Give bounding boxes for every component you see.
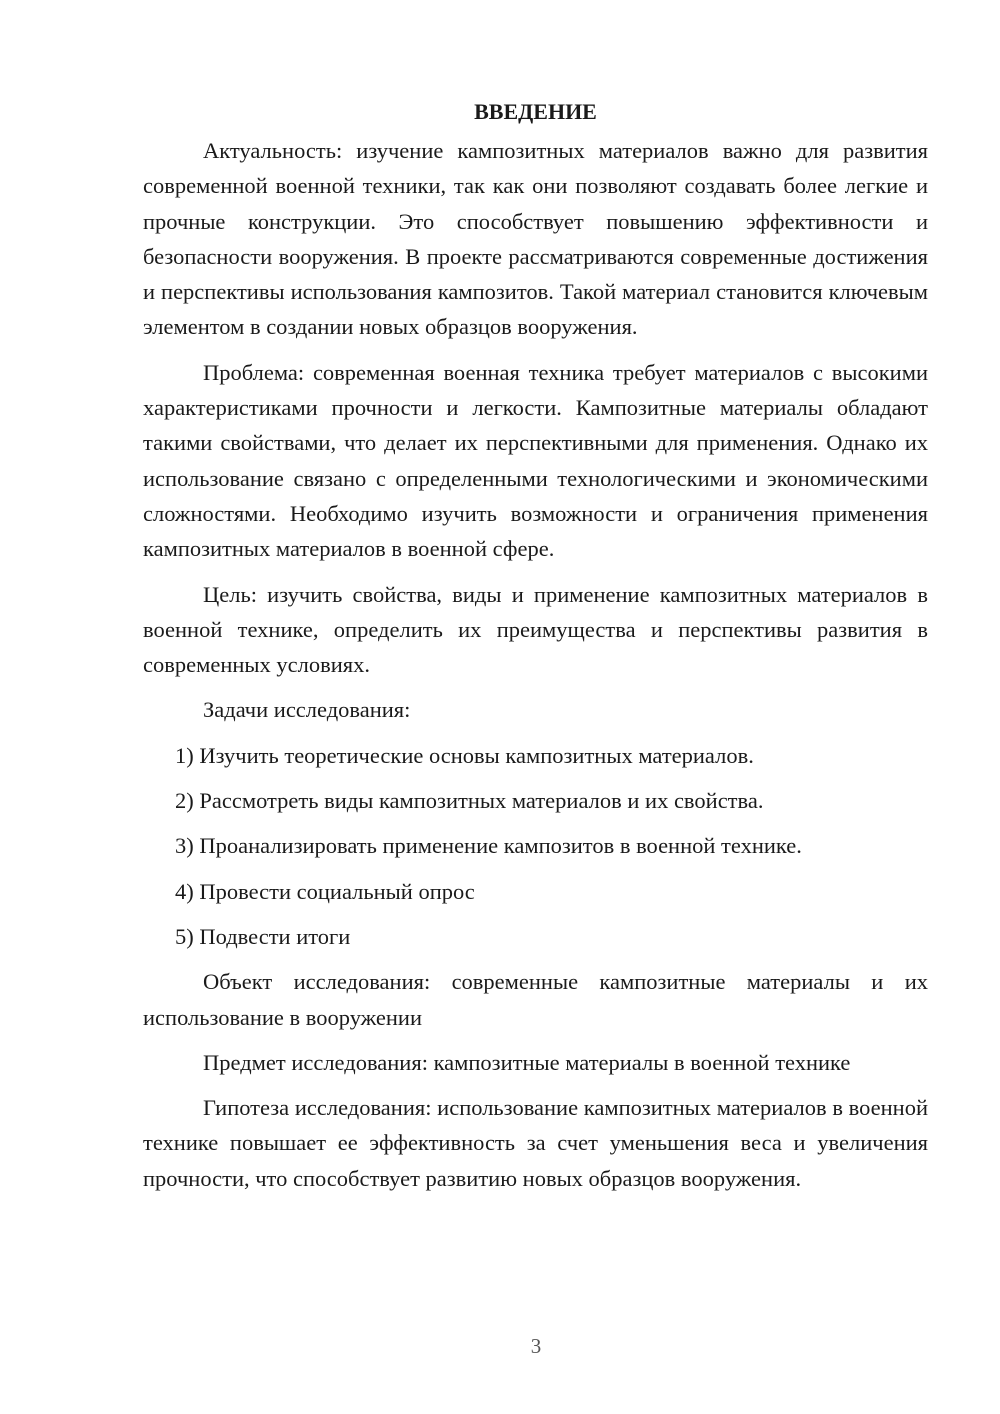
hypothesis-paragraph: Гипотеза исследования: использование кампозитных материалов в военной технике повышает ее эффективность за счет уменьшения веса и увеличения прочности, что способствует развитию новых образцов вооружения.	[143, 1095, 928, 1191]
tasks-list	[143, 738, 928, 954]
list-item: 2) Рассмотреть виды кампозитных материалов и их свойства.	[175, 788, 764, 814]
subject-paragraph: Предмет исследования: кампозитные материалы в военной технике	[203, 1049, 851, 1075]
goal-paragraph: Цель: изучить свойства, виды и применение кампозитных материалов в военной технике, определить их преимущества и перспективы развития в современных условиях.	[143, 581, 928, 678]
relevance-paragraph: Актуальность: изучение кампозитных материалов важно для развития современной военной техники, так как они позволяют создавать более легкие и прочные конструкции. Это способствует повышению эффективности и безопасности вооружения. В проекте рассматриваются современные достижения и перспективы использования кампозитов. Такой материал становится ключевым элементом в создании новых образцов вооружения.	[143, 138, 928, 340]
page-content	[143, 94, 928, 1206]
page-number: 3	[530, 1334, 542, 1358]
list-item: 1) Изучить теоретические основы кампозитных материалов.	[175, 742, 754, 768]
tasks-heading: Задачи исследования:	[203, 697, 411, 723]
list-item: 4) Провести социальный опрос	[175, 878, 475, 904]
problem-paragraph: Проблема: современная военная техника требует материалов с высокими характеристиками прочности и легкости. Кампозитные материалы обладают такими свойствами, что делает их перспективными для применения. Однако их использование связано с определенными технологическими и экономическими сложностями. Необходимо изучить возможности и ограничения применения кампозитных материалов в военной сфере.	[143, 359, 928, 562]
list-item: 3) Проанализировать применение кампозитов в военной технике.	[175, 833, 802, 859]
list-item: 5) Подвести итоги	[175, 923, 351, 949]
object-paragraph: Объект исследования: современные кампозитные материалы и их использование в вооружении	[143, 969, 928, 1030]
page-title: ВВЕДЕНИЕ	[474, 99, 597, 124]
